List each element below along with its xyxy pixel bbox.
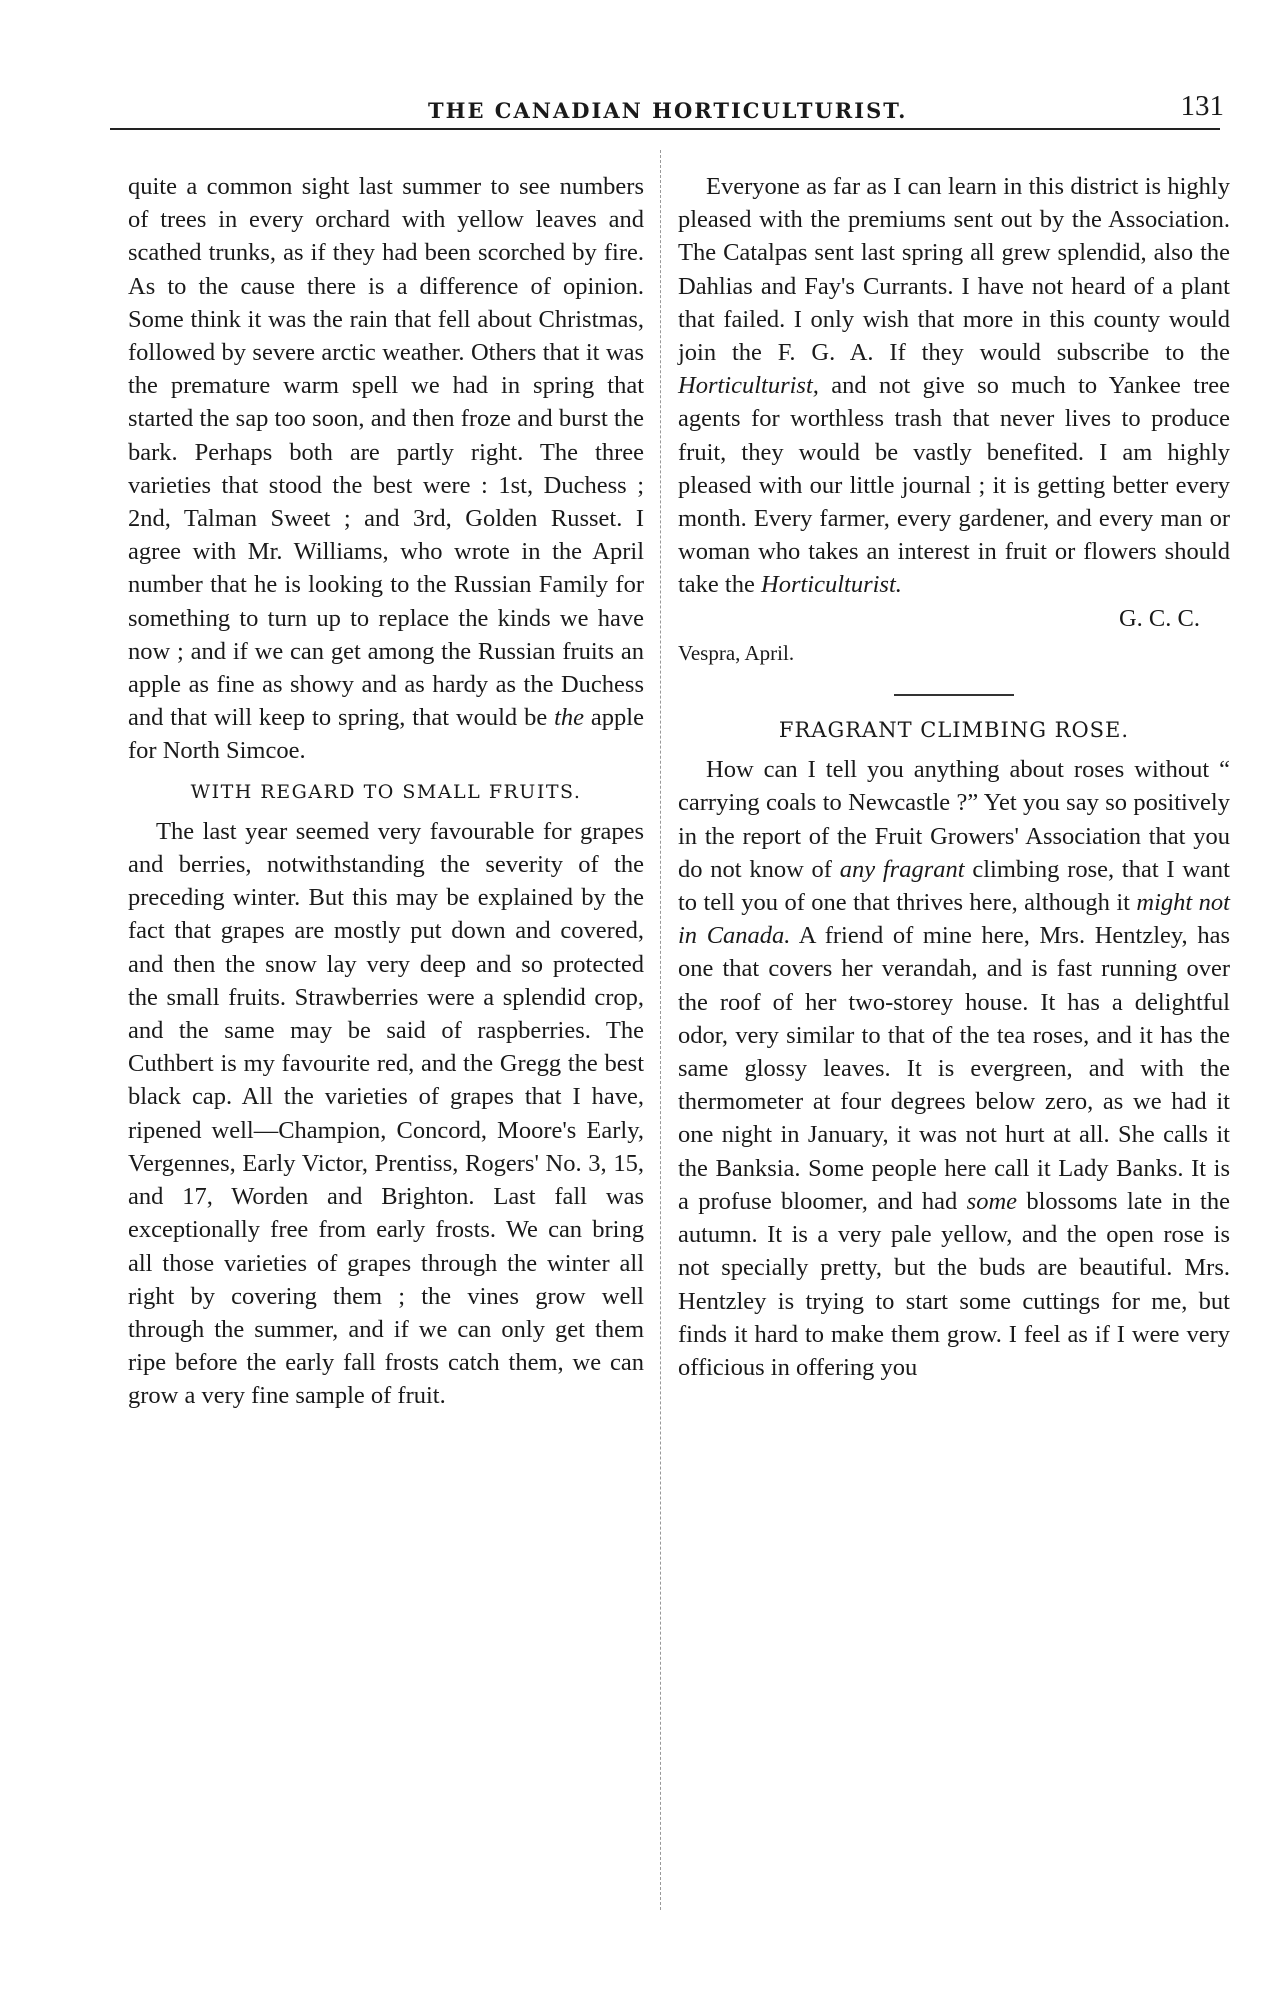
right-paragraph-1: Everyone as far as I can learn in this district is highly pleased with the premiums sent out by the Association. The Catalpas sent last spring all grew splendid, also the Dahlias and Fay's Currants. I have not heard of a plant that failed. I only wish that more in this county would join the F. G. A. If they would subscribe to the Horticulturist, and not give so much to Yankee tree agents for worthless trash that never lives to produce fruit, they would be vastly benefited. I am highly pleased with our little journal ; it is getting better every month. Every farmer, every gardener, and every man or woman who takes an interest in fruit or flowers should take the Horticulturist. [678,173,1230,599]
header-rule [110,128,1220,130]
left-paragraph-2: The last year seemed very favourable for grapes and berries, notwithstanding the severity of the preceding winter. But this may be explained by the fact that grapes are mostly put down and covered, and then the snow lay very deep and so protected the small fruits. Strawberries were a splendid crop, and the same may be said of raspberries. The Cuthbert is my favourite red, and the Gregg the best black cap. All the varieties of grapes that I have, ripened well—Champion, Concord, Moore's Early, Vergennes, Early Victor, Prentiss, Rogers' No. 3, 15, and 17, Worden and Brighton. Last fall was exceptionally free from early frosts. We can bring all those varieties of grapes through the winter all right by covering them ; the vines grow well through the summer, and if we can only get them ripe before the early fall frosts catch them, we can grow a very fine sample of fruit. [128,817,644,1410]
subheading-small-fruits: WITH REGARD TO SMALL FRUITS. [190,780,582,803]
page-number: 131 [1180,90,1224,122]
right-paragraph-2: How can I tell you anything about roses without “ carrying coals to Newcastle ?” Yet you say so positively in the report of the Fruit Growers' Association that you do not know of any fragrant climbing rose, that I want to tell you of one that thrives here, although it might not in Canada. A friend of mine here, Mrs. Hentzley, has one that covers her verandah, and is fast running over the roof of her two-storey house. It has a delightful odor, very similar to that of the tea roses, and it has the same glossy leaves. It is evergreen, and with the thermometer at four degrees below zero, as we had it one night in January, it was not hurt at all. She calls it the Banksia. Some people here call it Lady Banks. It is a profuse bloomer, and had some blossoms late in the autumn. It is a very pale yellow, and the open rose is not specially pretty, but the buds are beautiful. Mrs. Hentzley is trying to start some cuttings for me, but finds it hard to make them grow. I feel as if I were very officious in offering you [678,756,1230,1381]
article-heading: FRAGRANT CLIMBING ROSE. [778,718,1130,743]
section-divider [894,694,1014,696]
signature-line [678,602,1230,635]
left-column [128,170,644,1413]
right-column [678,170,1230,1384]
column-divider [660,150,661,1910]
running-title: THE CANADIAN HORTICULTURIST. [428,98,908,123]
dateline: Vespra, April. [678,640,795,665]
page-header [110,86,1230,126]
signature: G. C. C. [1118,604,1200,632]
left-paragraph-1: quite a common sight last summer to see numbers of trees in every orchard with yellow leaves and scathed trunks, as if they had been scorched by fire. As to the cause there is a difference of opinion. Some think it was the rain that fell about Christmas, followed by severe arctic weather. Others that it was the premature warm spell we had in spring that started the sap too soon, and then froze and burst the bark. Perhaps both are partly right. The three varieties that stood the best were : 1st, Duchess ; 2nd, Talman Sweet ; and 3rd, Golden Russet. I agree with Mr. Williams, who wrote in the April number that he is looking to the Russian Family for something to turn up to replace the kinds we have now ; and if we can get among the Russian fruits an apple as fine as showy and as hardy as the Duchess and that will keep to spring, that would be the apple for North Simcoe. [128,173,644,765]
